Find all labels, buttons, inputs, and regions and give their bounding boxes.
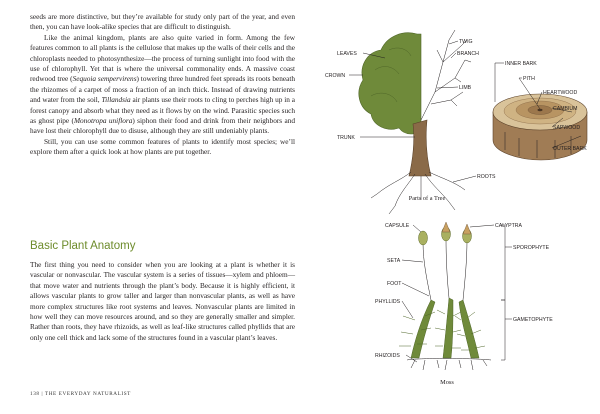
label-phyllids: PHYLLIDS — [375, 299, 401, 305]
paragraph-3: Still, you can use some common features of plants to identify most species; we’ll explore them after a quick look at how plants are put together. — [30, 136, 295, 157]
section-heading: Basic Plant Anatomy — [30, 240, 136, 252]
p2-part-a: Like the animal kingdom, plants are also quite varied in form. Among the few features common to all plants is the cellulose that makes up the walls of their cells and the chloroplasts needed to photosynthesize—the process of turning sunlight into food with the use of chlorophyll. Yet that is where the universal commonality ends. A massive coast redwood tree ( — [30, 32, 295, 84]
tree-illustration — [325, 30, 587, 214]
label-gametophyte: GAMETOPHYTE — [513, 317, 553, 323]
paragraph-2 — [30, 33, 295, 137]
label-calyptra: CALYPTRA — [495, 223, 523, 229]
p2-italic-1: Sequoia sempervirens — [72, 74, 137, 84]
paragraph-4: The first thing you need to consider when you are looking at a plant is whether it is vascular or nonvascular. The vascular system is a series of tissues—xylem and phloem—that move water and nutrients through the plant’s body. Because it is highly efficient, it allows vascular plants to grow taller and larger than nonvascular plants, as well as have more complex structures like root systems and leaves. Nonvascular plants are limited in how well they can move resources around, and so they are generally smaller and simpler. Rather than roots, they have rhizoids, as well as leaf-like structures called phyllids that are only one cell thick and lack some of the structures found in a vascular plant’s leaves. — [30, 260, 295, 342]
label-outer-bark: OUTER BARK — [553, 146, 587, 152]
label-heartwood: HEARTWOOD — [543, 90, 578, 96]
label-branch: BRANCH — [457, 51, 479, 57]
label-cambium: CAMBIUM — [553, 106, 578, 112]
label-sapwood: SAPWOOD — [553, 125, 581, 131]
p2-italic-2: Tillandsia — [101, 95, 131, 105]
label-twig: TWIG — [459, 39, 473, 45]
figures-svg — [315, 0, 600, 409]
label-limb: LIMB — [459, 85, 472, 91]
label-capsule: CAPSULE — [385, 223, 410, 229]
p2-part-d: ) siphon their food and drink from their neighbors and have lost their chlorophyll due to disuse, although they are still undeniably plants. — [30, 116, 296, 136]
label-pith: PITH — [523, 76, 535, 82]
p2-part-c: air plants use their roots to cling to perches high up in a forest canopy and absorb what they need as it flows by on the wind. Parasitic species such as ghost pipe ( — [30, 95, 296, 126]
label-leaves: LEAVES — [337, 51, 357, 57]
label-crown: CROWN — [325, 73, 346, 79]
page-footer: 138 | THE EVERYDAY NATURALIST — [30, 391, 131, 397]
label-roots: ROOTS — [477, 174, 496, 180]
moss-caption: Moss — [440, 379, 454, 386]
label-trunk: TRUNK — [337, 135, 355, 141]
p2-italic-3: Monotropa uniflora — [73, 116, 133, 126]
moss-illustration — [375, 222, 553, 386]
p2-part-b: ) towering three hundred feet spreads its roots beneath the rhizomes of a carpet of moss a fraction of an inch thick. Instead of drawing nutrients and water from the soil, — [30, 74, 296, 105]
label-inner-bark: INNER BARK — [505, 61, 537, 67]
label-seta: SETA — [387, 258, 401, 264]
label-rhizoids: RHIZOIDS — [375, 353, 400, 359]
text-column — [30, 12, 296, 342]
figure-column — [315, 0, 600, 409]
label-foot: FOOT — [387, 281, 402, 287]
label-sporophyte: SPOROPHYTE — [513, 245, 550, 251]
paragraph-1: seeds are more distinctive, but they’re available for study only part of the year, and even then, you can have look-alike species that are difficult to distinguish. — [30, 12, 295, 32]
tree-caption: Parts of a Tree — [408, 195, 446, 202]
